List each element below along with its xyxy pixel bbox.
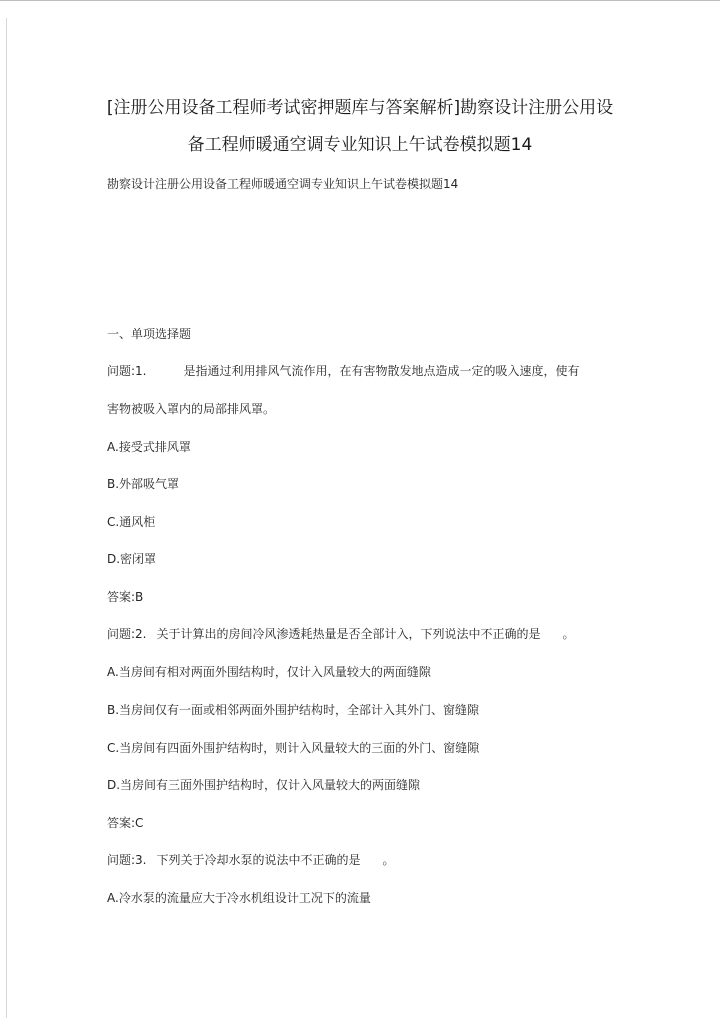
question-2-end-mark: 。 (562, 627, 575, 641)
question-2-option-b: B.当房间仅有一面或相邻两面外围护结构时，全部计入其外门、窗缝隙 (107, 703, 480, 717)
question-3-option-a: A.冷水泵的流量应大于冷水机组设计工况下的流量 (107, 891, 371, 905)
question-2-label: 问题:2. (107, 627, 147, 641)
page-top-border (0, 0, 720, 1)
question-1-option-c: C.通风柜 (107, 515, 156, 529)
document-subtitle: 勘察设计注册公用设备工程师暖通空调专业知识上午试卷模拟题14 (107, 177, 459, 191)
question-3-end-mark: 。 (382, 853, 395, 867)
document-title-line-1: [注册公用设备工程师考试密押题库与答案解析]勘察设计注册公用设 (106, 98, 614, 118)
question-3-text: 下列关于冷却水泵的说法中不正确的是 (156, 853, 361, 867)
question-1-label: 问题:1. (107, 364, 147, 378)
section-heading: 一、单项选择题 (107, 327, 192, 341)
document-title-line-2: 备工程师暖通空调专业知识上午试卷模拟题14 (187, 135, 533, 155)
question-2-text: 关于计算出的房间冷风渗透耗热量是否全部计入，下列说法中不正确的是 (156, 627, 541, 641)
question-2-line (107, 626, 575, 642)
question-1-text: 是指通过利用排风气流作用，在有害物散发地点造成一定的吸入速度，使有 (183, 364, 580, 378)
question-2-answer: 答案:C (107, 816, 144, 830)
question-1-option-a: A.接受式排风罩 (107, 440, 191, 454)
question-2-option-c: C.当房间有四面外围护结构时，则计入风量较大的三面的外门、窗缝隙 (107, 741, 480, 755)
question-2-option-a: A.当房间有相对两面外围结构时，仅计入风量较大的两面缝隙 (107, 665, 431, 679)
question-3-line (107, 852, 395, 868)
question-2-option-d: D.当房间有三面外围护结构时，仅计入风量较大的两面缝隙 (107, 778, 421, 792)
question-1-line-2: 害物被吸入罩内的局部排风罩。 (107, 402, 276, 416)
question-1-line-1 (107, 363, 580, 379)
question-1-option-b: B.外部吸气罩 (107, 477, 180, 491)
question-3-label: 问题:3. (107, 853, 147, 867)
page-left-border (6, 18, 7, 1018)
question-1-answer: 答案:B (107, 590, 144, 604)
question-1-option-d: D.密闭罩 (107, 552, 157, 566)
